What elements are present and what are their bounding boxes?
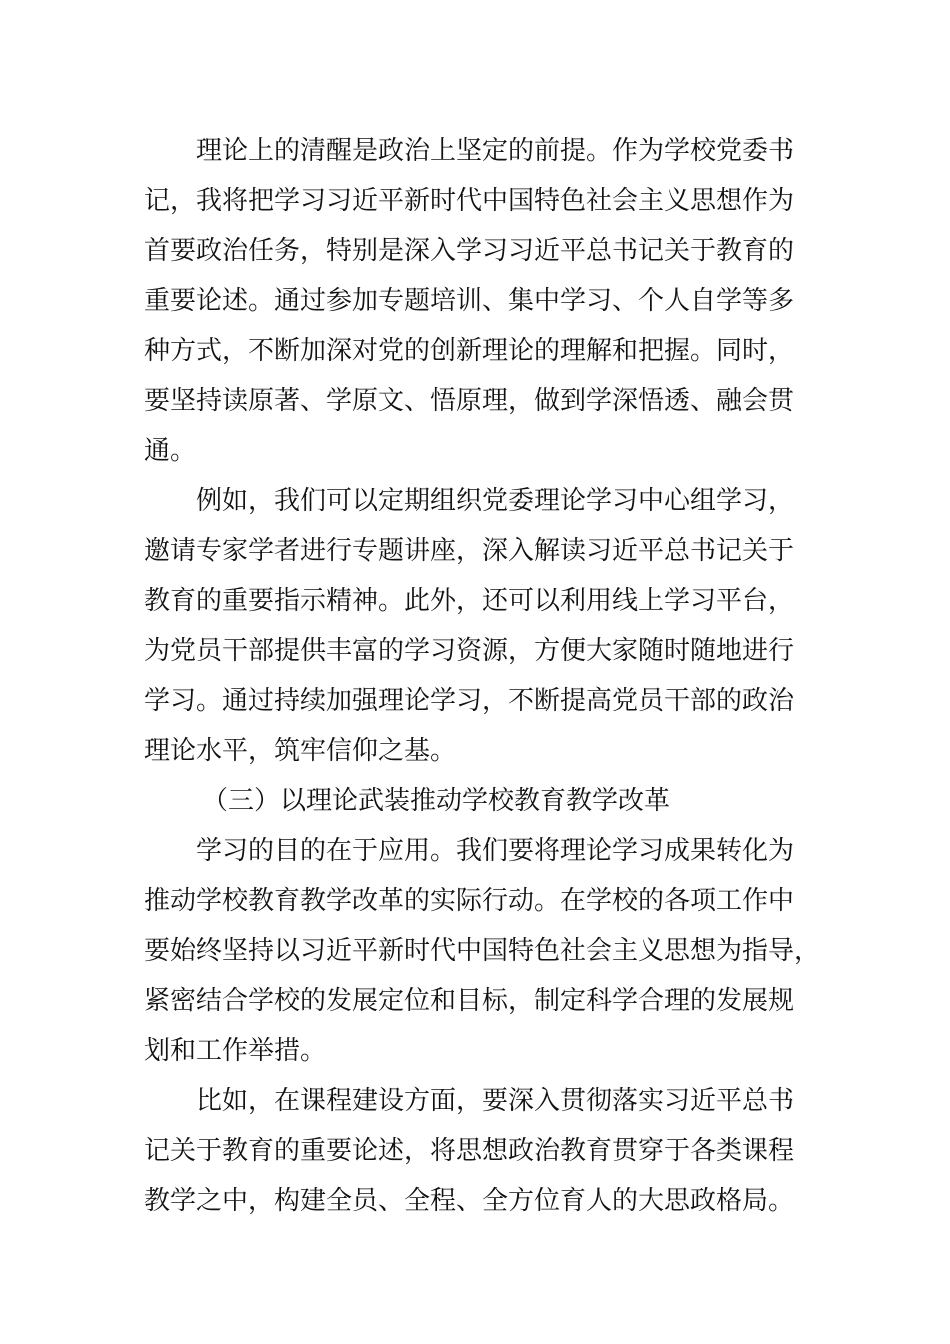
text-line: 学习的目的在于应用。我们要将理论学习成果转化为 xyxy=(196,836,795,866)
text-line: 理论水平，筑牢信仰之基。 xyxy=(144,736,457,766)
text-line: 通。 xyxy=(144,436,197,466)
text-line: 教育的重要指示精神。此外，还可以利用线上学习平台， xyxy=(144,586,795,616)
text-line: 比如，在课程建设方面，要深入贯彻落实习近平总书 xyxy=(196,1086,795,1116)
paragraph-example xyxy=(144,476,824,776)
text-line: 教学之中，构建全员、全程、全方位育人的大思政格局。 xyxy=(144,1186,795,1216)
text-line: 种方式，不断加深对党的创新理论的理解和把握。同时， xyxy=(144,336,795,366)
text-line: 例如，我们可以定期组织党委理论学习中心组学习， xyxy=(196,486,795,516)
text-line: 理论上的清醒是政治上坚定的前提。作为学校党委书 xyxy=(196,136,795,166)
text-line: 推动学校教育教学改革的实际行动。在学校的各项工作中 xyxy=(144,886,795,916)
section-heading-text: （三）以理论武装推动学校教育教学改革 xyxy=(202,786,671,816)
text-line: 记关于教育的重要论述，将思想政治教育贯穿于各类课程 xyxy=(144,1136,795,1166)
text-line: 记，我将把学习习近平新时代中国特色社会主义思想作为 xyxy=(144,186,795,216)
paragraph-curriculum xyxy=(144,1076,824,1226)
text-line: 要始终坚持以习近平新时代中国特色社会主义思想为指导， xyxy=(144,936,821,966)
text-line: 重要论述。通过参加专题培训、集中学习、个人自学等多 xyxy=(144,286,795,316)
text-line: 要坚持读原著、学原文、悟原理，做到学深悟透、融会贯 xyxy=(144,386,795,416)
section-heading xyxy=(144,776,824,826)
paragraph-theory-study xyxy=(144,126,824,476)
text-line: 学习。通过持续加强理论学习，不断提高党员干部的政治 xyxy=(144,686,795,716)
document-page xyxy=(144,126,824,1226)
text-line: 首要政治任务，特别是深入学习习近平总书记关于教育的 xyxy=(144,236,795,266)
text-line: 划和工作举措。 xyxy=(144,1036,327,1066)
text-line: 紧密结合学校的发展定位和目标，制定科学合理的发展规 xyxy=(144,986,795,1016)
paragraph-application xyxy=(144,826,824,1076)
text-line: 为党员干部提供丰富的学习资源，方便大家随时随地进行 xyxy=(144,636,795,666)
text-line: 邀请专家学者进行专题讲座，深入解读习近平总书记关于 xyxy=(144,536,795,566)
